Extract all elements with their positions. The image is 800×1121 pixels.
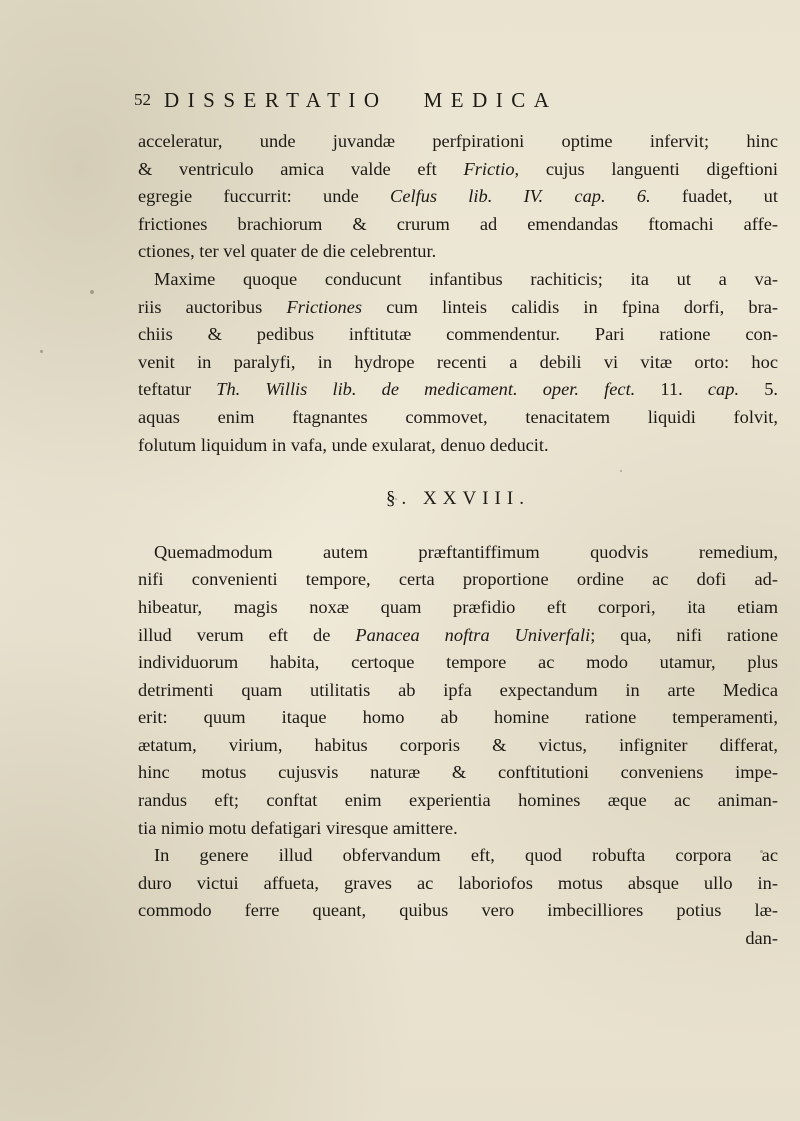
text-run: fuadet, ut xyxy=(650,186,778,207)
text-line: frictiones brachiorum & crurum ad emendandas ftomachi affe- xyxy=(138,213,778,234)
text-line: duro victui affueta, graves ac laboriofos motus absque ullo in- xyxy=(138,872,778,893)
italic-run: Frictiones xyxy=(286,296,363,317)
italic-run: Panacea noftra Univerfali xyxy=(355,624,591,645)
text-run: teftatur xyxy=(138,379,217,400)
text-line: chiis & pedibus inftitutæ commendentur. Pari ratione con- xyxy=(138,324,778,345)
paper-speck xyxy=(395,498,397,500)
spacer xyxy=(138,459,778,485)
paragraph-3 xyxy=(138,539,778,843)
text-run: 11. xyxy=(635,379,708,400)
italic-run: Frictio xyxy=(463,158,515,179)
text-line: commodo ferre queant, quibus vero imbecilliores potius læ- xyxy=(138,900,778,921)
running-title xyxy=(164,88,557,113)
paragraph-1 xyxy=(138,128,778,266)
text-line: erit: quum itaque homo ab homine ratione temperamenti, xyxy=(138,707,778,728)
paper-speck xyxy=(760,850,763,853)
text-run: & ventriculo amica valde eft xyxy=(138,158,464,179)
text-line: ctiones, ter vel quater de die celebrentur. xyxy=(138,241,437,262)
text-line: acceleratur, unde juvandæ perfpirationi optime infervit; hinc xyxy=(138,131,778,151)
text-line xyxy=(138,294,778,322)
running-title-word-1: DISSERTATIO xyxy=(164,88,388,112)
text-run: , cujus languenti digeftioni xyxy=(514,158,778,179)
text-line: detrimenti quam utilitatis ab ipfa expectandum in arte Medica xyxy=(138,679,778,700)
text-line: hinc motus cujusvis naturæ & conftitutioni conveniens impe- xyxy=(138,762,778,783)
text-run: illud verum eft de xyxy=(138,624,356,645)
italic-run: Th. Willis lib. de medicament. oper. fect. xyxy=(216,379,636,400)
page-number: 52 xyxy=(134,90,151,109)
text-line xyxy=(138,156,778,184)
spacer xyxy=(138,513,778,539)
paragraph-4 xyxy=(138,842,778,925)
text-line xyxy=(138,183,778,211)
text-line: Maxime quoque conducunt infantibus rachiticis; ita ut a va- xyxy=(154,268,778,289)
text-line: folutum liquidum in vafa, unde exularat, denuo deducit. xyxy=(138,434,549,455)
text-run: ; qua, nifi ratione xyxy=(590,624,778,645)
text-line: aquas enim ftagnantes commovet, tenacitatem liquidi folvit, xyxy=(138,406,778,427)
text-line: venit in paralyfi, in hydrope recenti a debili vi vitæ orto: hoc xyxy=(138,351,778,372)
text-run: egregie fuccurrit: unde xyxy=(138,186,391,207)
text-run: cum linteis calidis in fpina dorfi, bra- xyxy=(362,296,778,317)
text-line: Quemadmodum autem præftantiffimum quodvis remedium, xyxy=(154,541,778,562)
text-line: randus eft; conftat enim experientia homines æque ac animan- xyxy=(138,790,778,811)
paper-speck xyxy=(90,290,94,294)
running-title-word-2: MEDICA xyxy=(423,88,558,112)
text-line xyxy=(138,376,778,404)
section-heading: §. XXVIII. xyxy=(386,488,530,510)
italic-run: Celfus lib. IV. cap. 6. xyxy=(390,186,651,207)
text-line: In genere illud obfervandum eft, quod robufta corpora ac xyxy=(154,845,778,866)
body-text xyxy=(138,128,778,953)
text-line: tia nimio motu defatigari viresque amittere. xyxy=(138,817,458,838)
catchword: dan- xyxy=(745,928,778,949)
text-run: 5. xyxy=(739,379,778,400)
text-line: ætatum, virium, habitus corporis & victus, infigniter differat, xyxy=(138,734,778,755)
text-line: nifi convenienti tempore, certa proportione ordine ac dofi ad- xyxy=(138,569,778,590)
text-line xyxy=(138,622,778,650)
text-line: individuorum habita, certoque tempore ac modo utamur, plus xyxy=(138,652,778,673)
text-line: hibeatur, magis noxæ quam præfidio eft corpori, ita etiam xyxy=(138,596,778,617)
paragraph-2 xyxy=(138,266,778,459)
italic-run: cap. xyxy=(707,379,740,400)
paper-speck xyxy=(40,350,43,353)
paper-speck xyxy=(620,470,622,472)
text-run: riis auctoribus xyxy=(138,296,287,317)
